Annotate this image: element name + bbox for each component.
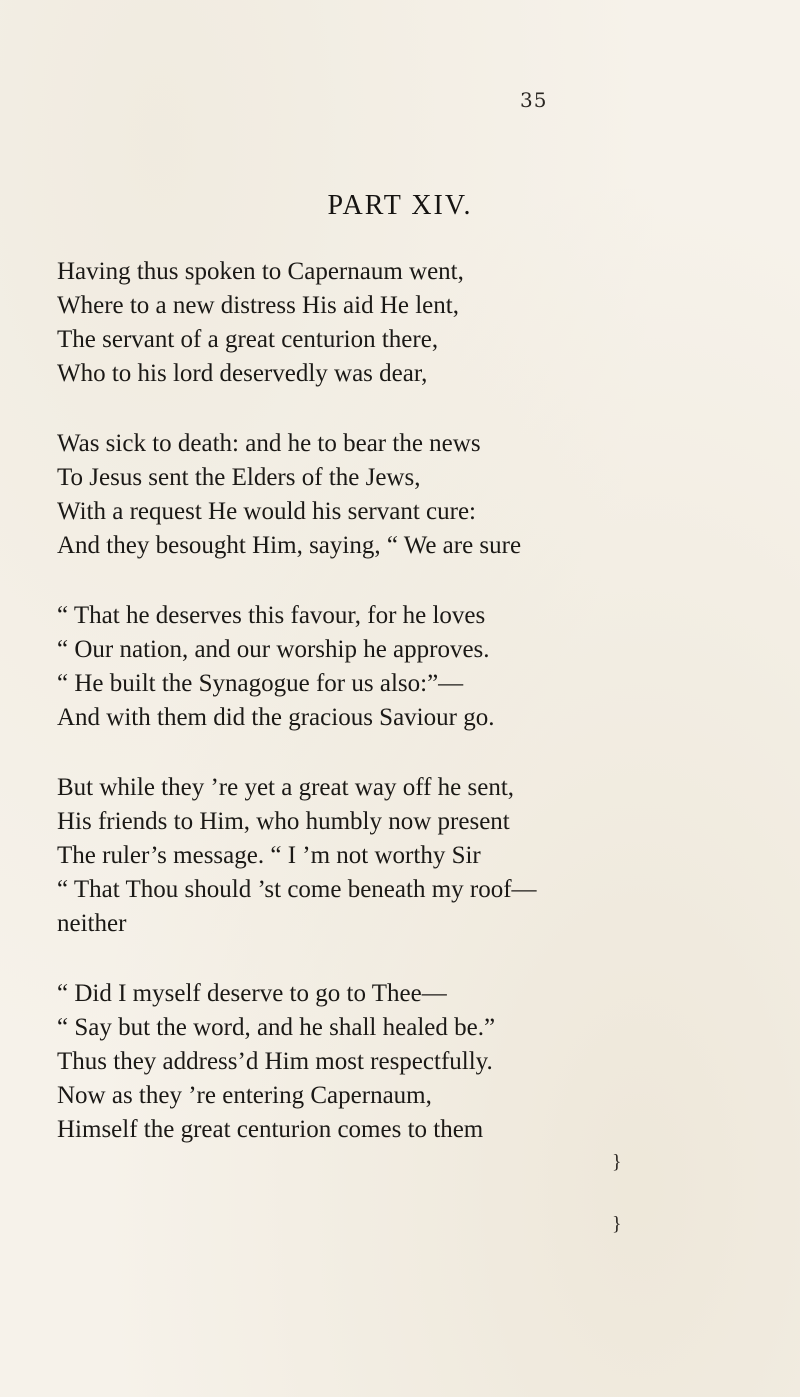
poem-line: Thus they address’d Him most respectfully.	[57, 1048, 493, 1075]
stanza-3	[57, 599, 777, 735]
poem-line: Who to his lord deservedly was dear,	[57, 360, 428, 387]
poem-line: But while they ’re yet a great way off he sent,	[57, 774, 515, 801]
poem-line: “ That Thou should ’st come beneath my roof—	[57, 876, 537, 903]
stanza-5	[57, 977, 777, 1147]
stanza-2	[57, 427, 777, 563]
poem-body	[57, 255, 777, 1183]
poem-line: The ruler’s message. “ I ’m not worthy Sir	[57, 842, 481, 869]
poem-line: Was sick to death: and he to bear the news	[57, 430, 481, 457]
poem-line: Where to a new distress His aid He lent,	[57, 292, 459, 319]
poem-line: “ Did I myself deserve to go to Thee—	[57, 980, 447, 1007]
poem-line: Having thus spoken to Capernaum went,	[57, 258, 464, 285]
poem-line: “ Say but the word, and he shall healed be.”	[57, 1014, 496, 1041]
poem-line: Now as they ’re entering Capernaum,	[57, 1082, 432, 1109]
margin-mark-top: }	[612, 1151, 622, 1173]
poem-line: His friends to Him, who humbly now present	[57, 808, 510, 835]
poem-line: “ That he deserves this favour, for he loves	[57, 602, 486, 629]
stanza-4	[57, 771, 777, 941]
poem-line: “ Our nation, and our worship he approves.	[57, 636, 490, 663]
poem-line: “ He built the Synagogue for us also:”—	[57, 670, 464, 697]
poem-line: The servant of a great centurion there,	[57, 326, 439, 353]
poem-line: And they besought Him, saying, “ We are sure	[57, 532, 522, 559]
poem-line: neither	[57, 910, 127, 937]
poem-line: With a request He would his servant cure:	[57, 498, 477, 525]
stanza-1	[57, 255, 777, 391]
poem-line: To Jesus sent the Elders of the Jews,	[57, 464, 421, 491]
poem-line: Himself the great centurion comes to them	[57, 1116, 484, 1143]
part-heading: PART XIV.	[327, 190, 473, 221]
margin-mark-bottom: }	[612, 1213, 622, 1235]
page-number: 35	[520, 88, 548, 112]
poem-line: And with them did the gracious Saviour go.	[57, 704, 495, 731]
margin-bracket	[612, 1151, 626, 1251]
